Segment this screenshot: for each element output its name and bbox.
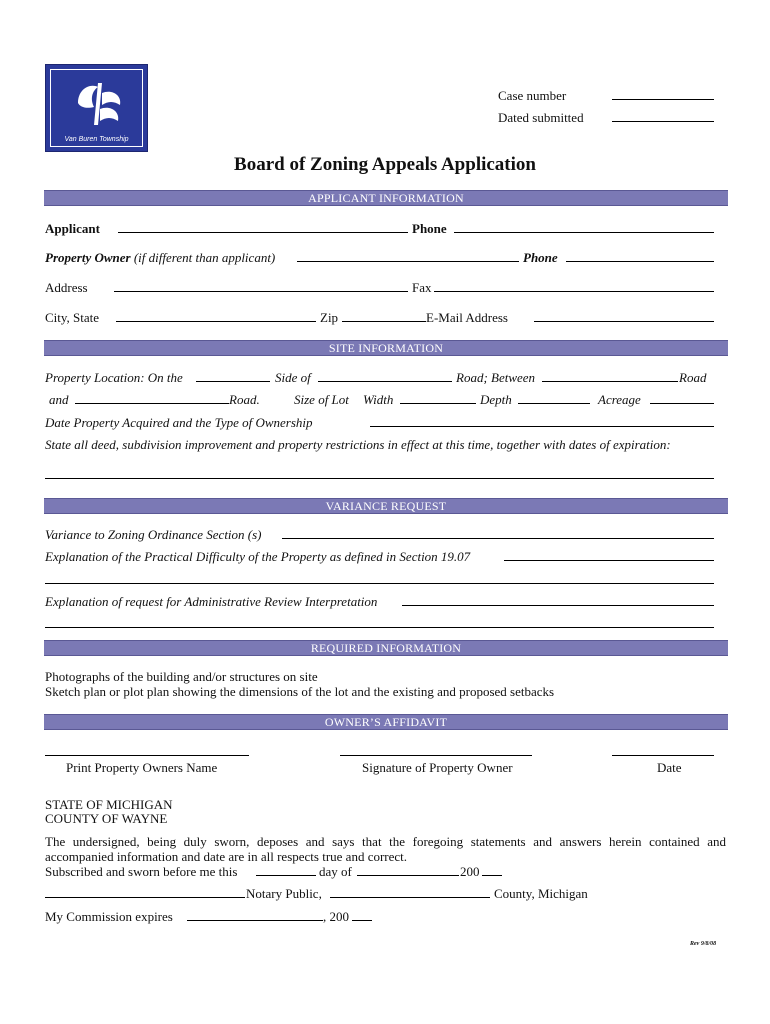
address-label: Address [45, 280, 88, 295]
between-road-field[interactable] [542, 381, 678, 382]
width-field[interactable] [400, 403, 476, 404]
variance-section-label: Variance to Zoning Ordinance Section (s) [45, 527, 262, 542]
dated-submitted-label: Dated submitted [498, 110, 584, 125]
city-state-label: City, State [45, 310, 100, 325]
sail-logo-icon [68, 75, 126, 131]
acreage-label: Acreage [598, 392, 641, 407]
difficulty-field[interactable] [504, 560, 714, 561]
signature-field[interactable] [340, 755, 532, 756]
commission-label: My Commission expires [45, 909, 173, 924]
section-site-header: SITE INFORMATION [44, 340, 728, 356]
sworn-year-field[interactable] [482, 875, 502, 876]
page-title: Board of Zoning Appeals Application [234, 154, 536, 175]
date-acquired-field[interactable] [370, 426, 714, 427]
restrictions-label: State all deed, subdivision improvement and property restrictions in effect at this time, together with dates of expiration: [45, 437, 671, 452]
zip-label: Zip [320, 310, 339, 325]
date-acquired-label: Date Property Acquired and the Type of Ownership [45, 415, 313, 430]
side-of-label: Side of [275, 370, 311, 385]
logo-text: Van Buren Township [64, 136, 129, 143]
notary-public-label: Notary Public, [246, 886, 322, 901]
applicant-phone-label: Phone [412, 221, 447, 236]
commission-date-field[interactable] [187, 920, 323, 921]
sworn-day-field[interactable] [256, 875, 316, 876]
variance-section-field[interactable] [282, 538, 714, 539]
property-owner-row [45, 250, 275, 265]
property-location-label: Property Location: On the [45, 370, 183, 385]
email-field[interactable] [534, 321, 714, 322]
location-on-the-field[interactable] [196, 381, 270, 382]
notary-name-field[interactable] [45, 897, 245, 898]
section-affidavit-header: OWNER’S AFFIDAVIT [44, 714, 728, 730]
depth-field[interactable] [518, 403, 590, 404]
section-applicant-header: APPLICANT INFORMATION [44, 190, 728, 206]
property-owner-note: (if different than applicant) [133, 250, 276, 265]
section-required-header: REQUIRED INFORMATION [44, 640, 728, 656]
day-of-label: day of [319, 864, 352, 879]
property-owner-label: Property Owner [45, 250, 131, 265]
applicant-field[interactable] [118, 232, 408, 233]
address-field[interactable] [114, 291, 408, 292]
zip-field[interactable] [342, 321, 426, 322]
admin-review-field[interactable] [402, 605, 714, 606]
case-number-label: Case number [498, 88, 567, 103]
county-label: COUNTY OF WAYNE [45, 811, 168, 826]
required-photos: Photographs of the building and/or structures on site [45, 669, 318, 684]
sworn-statement: The undersigned, being duly sworn, deposes and says that the foregoing statements and answers herein contained and accompanied information and date are in all respects true and correct. [45, 834, 726, 864]
and-label: and [49, 392, 69, 407]
road2-label: Road. [229, 392, 260, 407]
difficulty-label: Explanation of the Practical Difficulty of the Property as defined in Section 19.07 [45, 549, 471, 564]
commission-year-label: , 200 [323, 909, 349, 924]
email-label: E-Mail Address [426, 310, 508, 325]
owner-phone-label: Phone [523, 250, 558, 265]
depth-label: Depth [480, 392, 512, 407]
revision-label: Rev 9/8/08 [690, 941, 717, 947]
applicant-phone-field[interactable] [454, 232, 714, 233]
and-road-field[interactable] [75, 403, 229, 404]
state-label: STATE OF MICHIGAN [45, 797, 173, 812]
city-state-field[interactable] [116, 321, 316, 322]
size-of-lot-label: Size of Lot [294, 392, 349, 407]
signature-label: Signature of Property Owner [362, 760, 513, 775]
year-prefix-label: 200 [460, 864, 480, 879]
applicant-label: Applicant [45, 221, 100, 236]
difficulty-field-line2[interactable] [45, 583, 714, 584]
acreage-field[interactable] [650, 403, 714, 404]
width-label: Width [363, 392, 394, 407]
notary-county-field[interactable] [330, 897, 490, 898]
property-owner-field[interactable] [297, 261, 519, 262]
restrictions-field[interactable] [45, 478, 714, 479]
section-variance-header: VARIANCE REQUEST [44, 498, 728, 514]
date-field[interactable] [612, 755, 714, 756]
admin-review-label: Explanation of request for Administrative Review Interpretation [45, 594, 378, 609]
case-number-field[interactable] [612, 99, 714, 100]
date-label: Date [657, 760, 682, 775]
township-logo [45, 64, 148, 152]
road-label: Road [679, 370, 707, 385]
fax-label: Fax [412, 280, 432, 295]
owner-phone-field[interactable] [566, 261, 714, 262]
admin-review-field-line2[interactable] [45, 627, 714, 628]
sworn-month-field[interactable] [357, 875, 459, 876]
required-sketch: Sketch plan or plot plan showing the dimensions of the lot and the existing and proposed setbacks [45, 684, 555, 699]
print-name-field[interactable] [45, 755, 249, 756]
dated-submitted-field[interactable] [612, 121, 714, 122]
fax-field[interactable] [434, 291, 714, 292]
commission-year-field[interactable] [352, 920, 372, 921]
print-name-label: Print Property Owners Name [66, 760, 218, 775]
county-michigan-label: County, Michigan [494, 886, 588, 901]
subscribed-label: Subscribed and sworn before me this [45, 864, 238, 879]
road-between-label: Road; Between [456, 370, 536, 385]
side-of-field[interactable] [318, 381, 452, 382]
